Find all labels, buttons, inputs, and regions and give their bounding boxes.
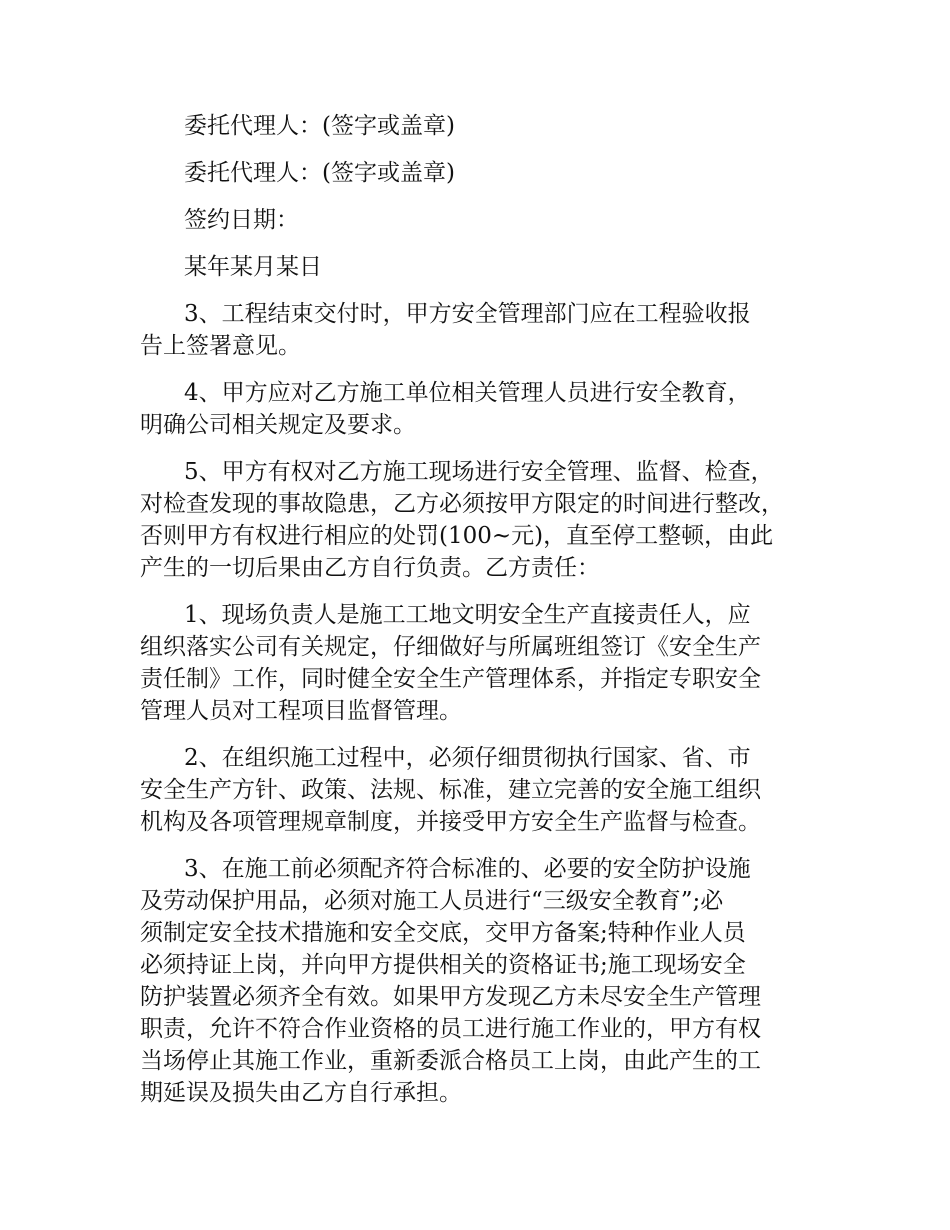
duty-2-regulations — [140, 742, 830, 838]
signing-date-label: 签约日期： — [184, 207, 299, 233]
text-line: 否则甲方有权进行相应的处罚(100~元)，直至停工整顿，由此 — [140, 523, 774, 549]
agent-signature-line-1: 委托代理人：(签字或盖章) — [184, 113, 455, 139]
clause-4-education — [140, 377, 830, 441]
text-line: 1、现场负责人是施工工地文明安全生产直接责任人，应 — [184, 602, 751, 628]
text-line: 责任制》工作，同时健全安全生产管理体系，并指定专职安全 — [140, 666, 761, 692]
clause-3-acceptance — [140, 298, 830, 362]
text-line: 机构及各项管理规章制度，并接受甲方安全生产监督与检查。 — [140, 809, 761, 835]
agent-signature-line-2: 委托代理人：(签字或盖章) — [184, 160, 455, 186]
text-line: 5、甲方有权对乙方施工现场进行安全管理、监督、检查， — [184, 459, 774, 485]
text-line: 管理人员对工程项目监督管理。 — [140, 698, 462, 724]
text-line: 职责，允许不符合作业资格的员工进行施工作业的，甲方有权 — [140, 1016, 761, 1042]
duty-3-protection — [140, 853, 830, 1109]
text-line: 防护装置必须齐全有效。如果甲方发现乙方未尽安全生产管理 — [140, 984, 761, 1010]
signing-date-value: 某年某月某日 — [184, 254, 322, 280]
text-line: 4、甲方应对乙方施工单位相关管理人员进行安全教育， — [184, 380, 751, 406]
text-line: 3、工程结束交付时，甲方安全管理部门应在工程验收报 — [184, 301, 751, 327]
text-line: 2、在组织施工过程中，必须仔细贯彻执行国家、省、市 — [184, 745, 751, 771]
text-line: 安全生产方针、政策、法规、标准，建立完善的安全施工组织 — [140, 777, 761, 803]
text-line: 对检查发现的事故隐患，乙方必须按甲方限定的时间进行整改， — [140, 491, 784, 517]
text-line: 及劳动保护用品，必须对施工人员进行“三级安全教育”;必 — [140, 888, 724, 914]
duty-1-site-manager — [140, 599, 830, 727]
text-line: 明确公司相关规定及要求。 — [140, 412, 416, 438]
text-line: 告上签署意见。 — [140, 333, 301, 359]
text-line: 当场停止其施工作业，重新委派合格员工上岗，由此产生的工 — [140, 1048, 761, 1074]
text-line: 产生的一切后果由乙方自行负责。乙方责任： — [140, 555, 600, 581]
clause-5-supervision — [140, 456, 830, 584]
document-body — [140, 110, 830, 1124]
text-line: 组织落实公司有关规定，仔细做好与所属班组签订《安全生产 — [140, 634, 761, 660]
text-line: 3、在施工前必须配齐符合标准的、必要的安全防护设施 — [184, 856, 751, 882]
text-line: 必须持证上岗，并向甲方提供相关的资格证书;施工现场安全 — [140, 952, 746, 978]
text-line: 须制定安全技术措施和安全交底，交甲方备案;特种作业人员 — [140, 920, 746, 946]
text-line: 期延误及损失由乙方自行承担。 — [140, 1080, 462, 1106]
